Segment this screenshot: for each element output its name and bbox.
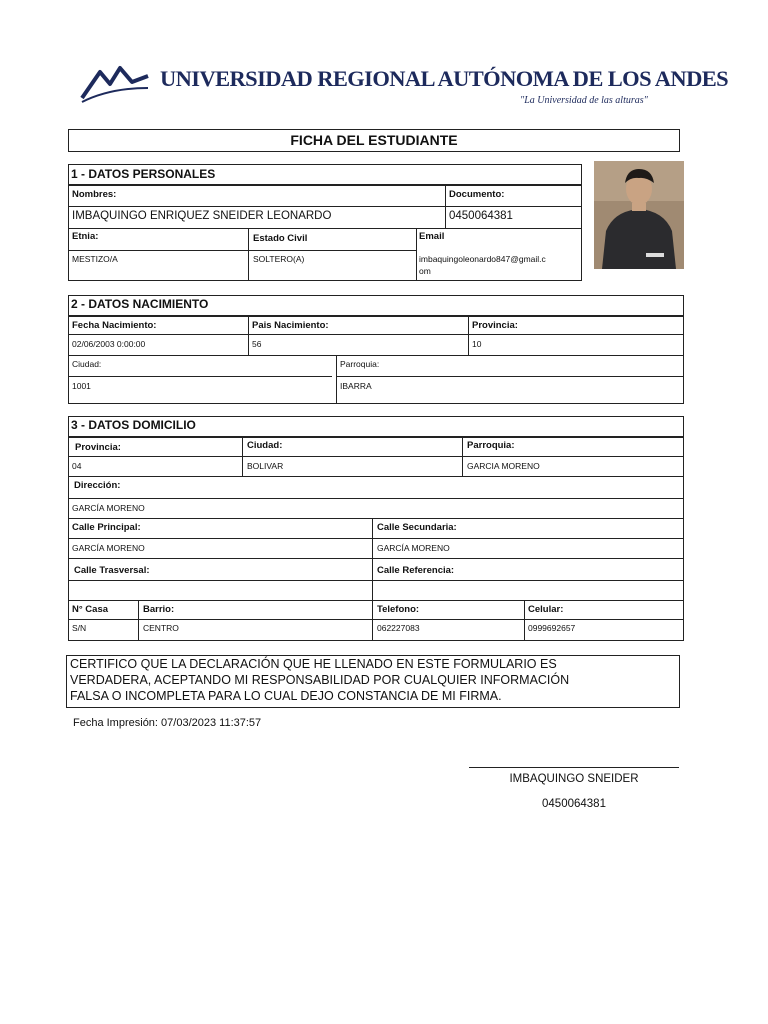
etnia-label: Etnia:: [72, 231, 99, 242]
pais-nacimiento-value: 56: [252, 339, 262, 349]
page-title: FICHA DEL ESTUDIANTE: [290, 132, 458, 148]
birth-section: [68, 295, 684, 404]
parroquia-domicilio-value: GARCIA MORENO: [467, 461, 540, 471]
etnia-value: MESTIZO/A: [72, 254, 118, 264]
email-label: Email: [419, 231, 445, 242]
provincia-domicilio-label: Provincia:: [75, 442, 121, 453]
print-date: Fecha Impresión: 07/03/2023 11:37:57: [73, 717, 262, 729]
signature-id: 0450064381: [542, 798, 606, 810]
direccion-label: Dirección:: [74, 480, 121, 491]
pais-nacimiento-label: Pais Nacimiento:: [252, 320, 329, 331]
university-logo-icon: [80, 58, 150, 104]
ciudad-nacimiento-label: Ciudad:: [72, 359, 102, 369]
certification-line-3: FALSA O INCOMPLETA PARA LO CUAL DEJO CONSTANCIA DE MI FIRMA.: [70, 689, 502, 703]
birth-section-title: 2 - DATOS NACIMIENTO: [71, 297, 209, 311]
fecha-nacimiento-label: Fecha Nacimiento:: [72, 320, 157, 331]
email-value-line2: om: [419, 266, 431, 276]
nombres-value: IMBAQUINGO ENRIQUEZ SNEIDER LEONARDO: [72, 210, 332, 222]
ciudad-domicilio-label: Ciudad:: [247, 440, 283, 451]
calle-principal-label: Calle Principal:: [72, 522, 141, 533]
email-value-line1: imbaquingoleonardo847@gmail.c: [419, 254, 546, 264]
documento-label: Documento:: [449, 189, 505, 200]
estado-civil-label: Estado Civil: [253, 233, 308, 244]
fecha-nacimiento-value: 02/06/2003 0:00:00: [72, 339, 146, 349]
celular-value: 0999692657: [528, 623, 576, 633]
barrio-label: Barrio:: [143, 604, 175, 615]
ciudad-domicilio-value: BOLIVAR: [247, 461, 284, 471]
university-motto: "La Universidad de las alturas": [520, 95, 648, 106]
direccion-value: GARCÍA MORENO: [72, 503, 145, 513]
calle-trasversal-label: Calle Trasversal:: [74, 565, 150, 576]
celular-label: Celular:: [528, 604, 564, 615]
documento-value: 0450064381: [449, 210, 513, 222]
university-name: UNIVERSIDAD REGIONAL AUTÓNOMA DE LOS ANDES: [160, 66, 729, 91]
signature-line: [469, 767, 679, 768]
provincia-nacimiento-label: Provincia:: [472, 320, 518, 331]
calle-secundaria-label: Calle Secundaria:: [377, 522, 457, 533]
calle-principal-value: GARCÍA MORENO: [72, 543, 145, 553]
parroquia-nacimiento-value: IBARRA: [340, 381, 372, 391]
certification-line-1: CERTIFICO QUE LA DECLARACIÓN QUE HE LLENADO EN ESTE FORMULARIO ES: [70, 657, 557, 671]
certification-line-2: VERDADERA, ACEPTANDO MI RESPONSABILIDAD POR CUALQUIER INFORMACIÓN: [70, 673, 570, 687]
provincia-nacimiento-value: 10: [472, 339, 482, 349]
nombres-label: Nombres:: [72, 189, 117, 200]
calle-referencia-label: Calle Referencia:: [377, 565, 455, 576]
ciudad-nacimiento-value: 1001: [72, 381, 91, 391]
parroquia-domicilio-label: Parroquia:: [467, 440, 515, 451]
telefono-label: Telefono:: [377, 604, 420, 615]
parroquia-nacimiento-label: Parroquia:: [340, 359, 380, 369]
casa-value: S/N: [72, 623, 87, 633]
barrio-value: CENTRO: [143, 623, 179, 633]
telefono-value: 062227083: [377, 623, 420, 633]
home-section-title: 3 - DATOS DOMICILIO: [71, 418, 196, 432]
signature-name: IMBAQUINGO SNEIDER: [509, 773, 639, 785]
provincia-domicilio-value: 04: [72, 461, 82, 471]
estado-civil-value: SOLTERO(A): [253, 254, 305, 264]
casa-label: N° Casa: [72, 604, 109, 615]
personal-section-title: 1 - DATOS PERSONALES: [71, 167, 216, 181]
student-photo: [594, 161, 684, 269]
calle-secundaria-value: GARCÍA MORENO: [377, 543, 450, 553]
